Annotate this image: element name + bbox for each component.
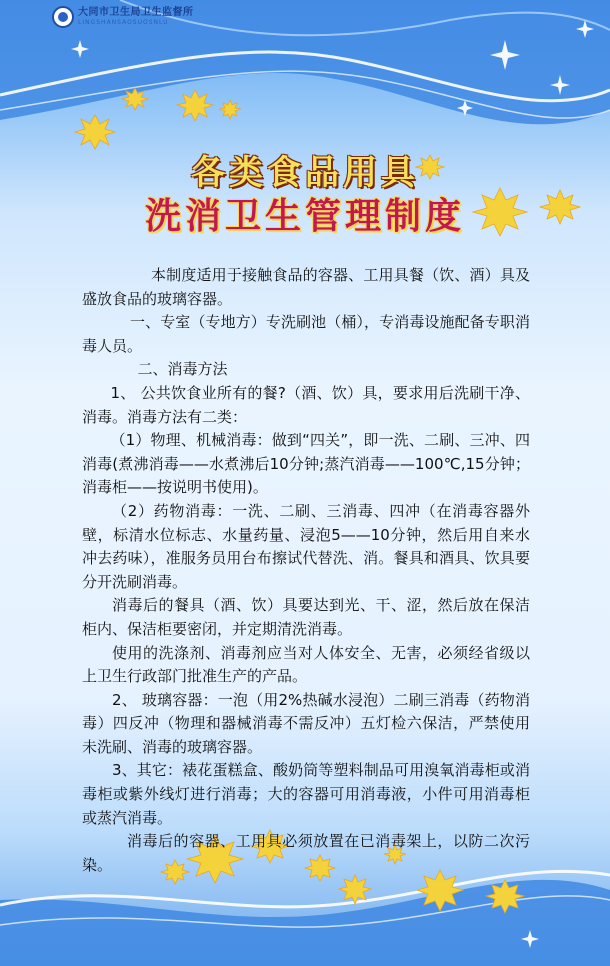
flower-star-icon <box>75 115 115 149</box>
paragraph-detergent: 使用的洗涤剂、消毒剂应当对人体安全、无害，必须经省级以上卫生行政部门批准生产的产品。 <box>82 643 530 686</box>
emblem-icon <box>52 6 74 28</box>
flower-star-icon <box>177 90 213 121</box>
paragraph-chemical-disinfection: （2）药物消毒：一洗、二刷、三消毒、四冲（在消毒容器外壁，标清水位标志、水量药量、浸泡5——10分钟，然后用自来水冲去药味），准服务员用台布擦试代替洗、消。餐具和酒具、饮具要分开洗刷消毒。 <box>82 501 530 591</box>
org-logo <box>52 4 194 30</box>
paragraph-after-disinfection: 消毒后的餐具（酒、饮）具要达到光、干、涩，然后放在保洁柜内、保洁柜要密闭，并定期清洗消毒。 <box>82 596 530 638</box>
paragraph-storage: 消毒后的容器、工用具必须放置在已消毒架上，以防二次污染。 <box>82 832 530 874</box>
flower-star-icon <box>486 880 524 913</box>
paragraph-item-1: 一、专室（专地方）专洗刷池（桶），专消毒设施配备专职消毒人员。 <box>82 313 530 355</box>
paragraph-item-2-heading: 二、消毒方法 <box>137 360 228 379</box>
paragraph-others: 3、其它：裱花蛋糕盒、酸奶筒等塑料制品可用溴氧消毒柜或消毒柜或紫外线灯进行消毒；大的容器可用消毒液，小件可用消毒柜或蒸汽消毒。 <box>82 761 530 827</box>
flower-star-icon <box>339 875 371 904</box>
flower-star-icon <box>122 88 148 110</box>
logo-text <box>78 8 194 26</box>
flower-star-icon <box>219 100 241 119</box>
org-name-pinyin: LINGSHANSAOSUOSNLU <box>78 19 169 26</box>
paragraph-intro: 本制度适用于接触食品的容器、工用具餐（饮、酒）具及盛放食品的玻璃容器。 <box>82 266 530 308</box>
title-line-1: 各类食品用具 <box>191 153 419 193</box>
paragraph-section-1: 1、 公共饮食业所有的餐?（酒、饮）具，要求用后洗刷干净、消毒。消毒方法有二类： <box>82 383 530 426</box>
title-line-2: 洗消卫生管理制度 <box>144 196 465 237</box>
paragraph-glass-container: 2、 玻璃容器：一泡（用2%热碱水浸泡）二刷三消毒（药物消毒）四反冲（物理和器械消毒不需反冲）五灯检六保洁，严禁使用未洗刷、消毒的玻璃容器。 <box>82 690 530 756</box>
paragraph-physical-disinfection: （1）物理、机械消毒：做到“四关”，即一洗、二刷、三冲、四消毒(煮沸消毒——水煮沸后10分钟;蒸汽消毒——100℃,15分钟；消毒柜——按说明书使用)。 <box>82 431 530 497</box>
regulation-body <box>82 264 530 877</box>
org-name-cn: 大同市卫生局卫生监督所 <box>78 7 194 18</box>
